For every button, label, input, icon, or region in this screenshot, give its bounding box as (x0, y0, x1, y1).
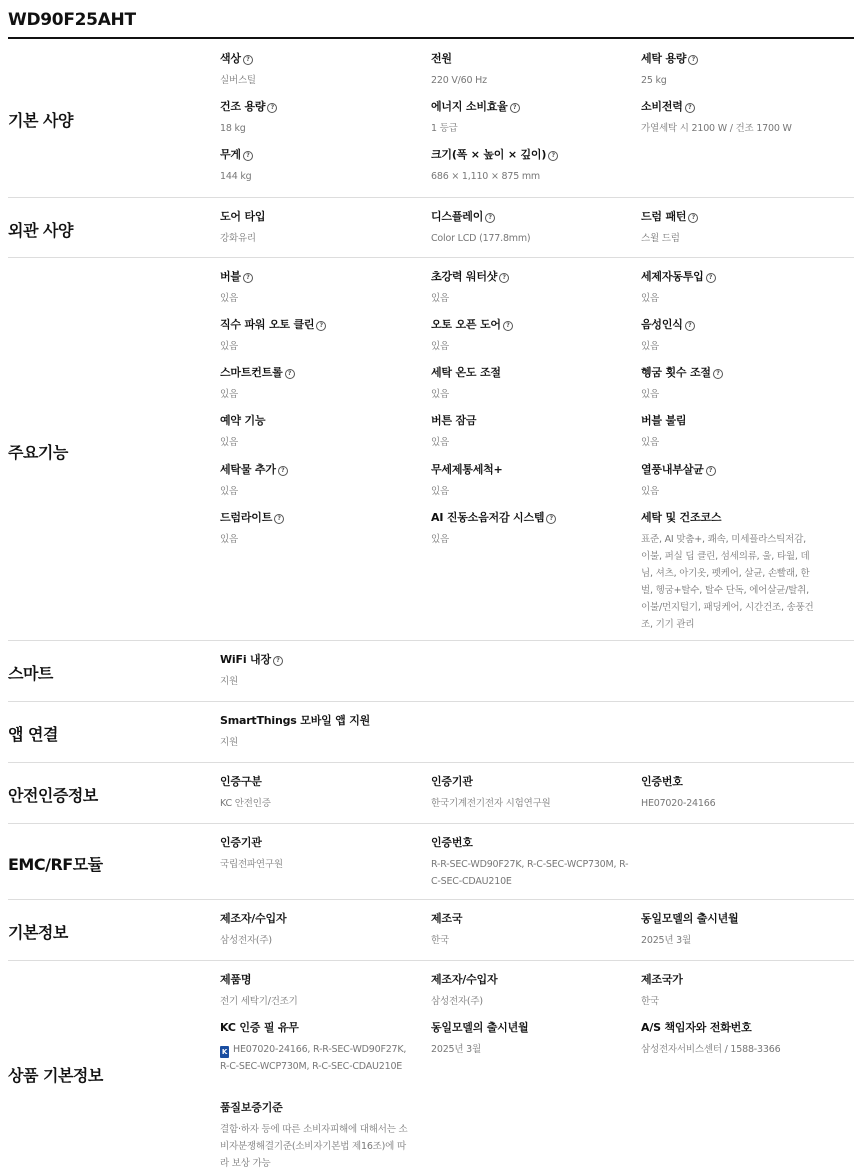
spec-label: WiFi 내장 (220, 653, 271, 666)
spec-label: 초강력 워터샷 (431, 270, 498, 283)
spec-value: 있음 (641, 389, 659, 400)
title-divider (8, 37, 854, 39)
spec-label: 제조자/수입자 (431, 973, 498, 986)
spec-value: 2025년 3월 (431, 1044, 481, 1055)
spec-item (431, 1021, 631, 1058)
spec-item (220, 775, 410, 812)
help-icon[interactable]: ? (546, 514, 556, 524)
spec-value: 가열세탁 시 2100 W / 건조 1700 W (641, 123, 792, 134)
spec-label: 인증번호 (641, 775, 683, 788)
spec-value: 있음 (431, 293, 449, 304)
section-safety-cert (8, 763, 854, 824)
spec-item (641, 318, 816, 355)
spec-value: Color LCD (177.8mm) (431, 233, 531, 244)
spec-value: 18 kg (220, 123, 246, 134)
spec-value: HE07020-24166 (641, 798, 716, 809)
spec-label: 품질보증기준 (220, 1101, 283, 1114)
spec-item (431, 318, 631, 355)
help-icon[interactable]: ? (688, 55, 698, 65)
spec-item (641, 100, 816, 137)
spec-item (220, 100, 410, 137)
spec-label: 동일모델의 출시년월 (641, 912, 739, 925)
section-title: 앱 연결 (8, 725, 58, 744)
section-basic-spec (8, 40, 854, 198)
section-emc-rf (8, 824, 854, 900)
spec-item (220, 270, 410, 307)
spec-label: SmartThings 모바일 앱 지원 (220, 714, 371, 727)
spec-label: 인증번호 (431, 836, 473, 849)
spec-item (220, 1021, 410, 1075)
spec-value: 있음 (431, 486, 449, 497)
spec-value: 한국기계전기전자 시험연구원 (431, 798, 551, 809)
spec-value: 686 × 1,110 × 875 mm (431, 171, 540, 182)
spec-label: 세탁 온도 조절 (431, 366, 501, 379)
spec-value: 표준, AI 맞춤+, 쾌속, 미세플라스틱저감, 이불, 퍼실 딥 클린, 섬세의류, 울, 타월, 데님, 셔츠, 아기옷, 펫케어, 살균, 손빨래, 한 벌, 헹굼+탈수, 탈수 단독, 에어살균/탈취, 이불/먼지털기, 패딩케어, 시간건조, 송풍건조, 기기 관리 (641, 534, 814, 630)
section-title: 상품 기본정보 (8, 1066, 103, 1085)
spec-value: 25 kg (641, 75, 667, 86)
spec-value: 있음 (220, 534, 238, 545)
spec-item (431, 463, 631, 500)
help-icon[interactable]: ? (316, 321, 326, 331)
spec-item (431, 511, 631, 548)
section-title: 기본정보 (8, 923, 68, 942)
spec-value: 1 등급 (431, 123, 458, 134)
spec-value: 있음 (641, 437, 659, 448)
spec-item (431, 973, 631, 1010)
spec-value: 지원 (220, 737, 238, 748)
spec-item (431, 414, 631, 451)
help-icon[interactable]: ? (485, 213, 495, 223)
spec-item (431, 775, 631, 812)
spec-label: 오토 오픈 도어 (431, 318, 501, 331)
help-icon[interactable]: ? (688, 213, 698, 223)
spec-label: 제조자/수입자 (220, 912, 287, 925)
spec-item (641, 210, 816, 247)
spec-item (641, 775, 816, 812)
help-icon[interactable]: ? (685, 103, 695, 113)
spec-label: 인증기관 (220, 836, 262, 849)
spec-item (431, 270, 631, 307)
spec-label: 헹굼 횟수 조절 (641, 366, 711, 379)
spec-label: 세탁 및 건조코스 (641, 511, 722, 524)
spec-value: 결함·하자 등에 따른 소비자피해에 대해서는 소비자분쟁해결기준(소비자기본법 제16조)에 따라 보상 가능 (220, 1124, 408, 1169)
spec-label: 인증기관 (431, 775, 473, 788)
spec-value: 전기 세탁기/건조기 (220, 996, 298, 1007)
spec-value: 있음 (220, 437, 238, 448)
spec-label: 소비전력 (641, 100, 683, 113)
spec-label: 세제자동투입 (641, 270, 704, 283)
spec-label: 음성인식 (641, 318, 683, 331)
spec-value: 있음 (431, 534, 449, 545)
spec-value: 있음 (431, 341, 449, 352)
help-icon[interactable]: ? (274, 514, 284, 524)
help-icon[interactable]: ? (548, 151, 558, 161)
spec-value: 국립전파연구원 (220, 859, 283, 870)
spec-label: 예약 기능 (220, 414, 266, 427)
model-title: WD90F25AHT (8, 10, 136, 30)
spec-value: 강화유리 (220, 233, 256, 244)
spec-item (220, 973, 410, 1010)
spec-label: 제조국가 (641, 973, 683, 986)
section-product-info (8, 961, 854, 1176)
spec-value: 있음 (431, 389, 449, 400)
spec-item (431, 912, 631, 949)
help-icon[interactable]: ? (273, 656, 283, 666)
spec-value: 있음 (431, 437, 449, 448)
spec-value: 실버스틸 (220, 75, 256, 86)
spec-item (220, 366, 410, 403)
spec-value: 삼성전자서비스센터 / 1588-3366 (641, 1044, 781, 1055)
spec-label: 전원 (431, 52, 452, 65)
spec-item (431, 148, 631, 185)
help-icon[interactable]: ? (685, 321, 695, 331)
spec-label: 무게 (220, 148, 241, 161)
help-icon[interactable]: ? (278, 466, 288, 476)
spec-label: 버블 (220, 270, 241, 283)
spec-item (220, 511, 410, 548)
spec-value: 삼성전자(주) (220, 935, 272, 946)
spec-value: 한국 (641, 996, 659, 1007)
spec-item (220, 912, 410, 949)
spec-label: 크기(폭 × 높이 × 깊이) (431, 148, 547, 161)
spec-label: 에너지 소비효율 (431, 100, 508, 113)
help-icon[interactable]: ? (243, 55, 253, 65)
spec-label: 드럼라이트 (220, 511, 273, 524)
spec-label: 색상 (220, 52, 241, 65)
spec-value: 지원 (220, 676, 238, 687)
spec-label: 제조국 (431, 912, 463, 925)
section-title: 외관 사양 (8, 221, 73, 240)
help-icon[interactable]: ? (706, 466, 716, 476)
spec-value: 있음 (641, 293, 659, 304)
help-icon[interactable]: ? (706, 273, 716, 283)
spec-label: A/S 책임자와 전화번호 (641, 1021, 752, 1034)
spec-item (431, 52, 631, 89)
spec-value: 2025년 3월 (641, 935, 691, 946)
spec-item (431, 836, 631, 890)
spec-label: 스마트컨트롤 (220, 366, 283, 379)
spec-item (431, 210, 631, 247)
spec-item (641, 511, 816, 633)
spec-item (220, 318, 410, 355)
spec-item (220, 836, 410, 873)
spec-item (220, 1101, 410, 1172)
spec-label: 건조 용량 (220, 100, 266, 113)
spec-item (220, 653, 410, 690)
spec-label: 무세제통세척+ (431, 463, 503, 476)
spec-item (431, 100, 631, 137)
help-icon[interactable]: ? (510, 103, 520, 113)
spec-value: 한국 (431, 935, 449, 946)
spec-item (641, 1021, 816, 1058)
section-title: 안전인증정보 (8, 786, 98, 805)
spec-value: 있음 (220, 341, 238, 352)
spec-item (220, 210, 410, 247)
spec-value: 있음 (220, 389, 238, 400)
spec-label: 동일모델의 출시년월 (431, 1021, 529, 1034)
help-icon[interactable]: ? (713, 369, 723, 379)
spec-item (641, 270, 816, 307)
spec-item (641, 912, 816, 949)
spec-label: 세탁물 추가 (220, 463, 276, 476)
spec-label: 인증구분 (220, 775, 262, 788)
spec-label: 제품명 (220, 973, 252, 986)
spec-item (641, 52, 816, 89)
help-icon[interactable]: ? (243, 151, 253, 161)
help-icon[interactable]: ? (285, 369, 295, 379)
section-app-connect (8, 702, 854, 763)
spec-value: 있음 (641, 486, 659, 497)
spec-item (641, 414, 816, 451)
spec-item (220, 414, 410, 451)
spec-item (220, 52, 410, 89)
spec-value: 있음 (641, 341, 659, 352)
spec-item (641, 366, 816, 403)
spec-value: R-R-SEC-WD90F27K, R-C-SEC-WCP730M, R-C-SEC-CDAU210E (431, 859, 629, 887)
section-exterior-spec (8, 198, 854, 258)
spec-value: 삼성전자(주) (431, 996, 483, 1007)
kc-mark-icon: K (221, 1048, 228, 1056)
spec-label: 드럼 패턴 (641, 210, 687, 223)
spec-label: 열풍내부살균 (641, 463, 704, 476)
spec-value: 220 V/60 Hz (431, 75, 487, 86)
spec-label: 직수 파워 오토 클린 (220, 318, 315, 331)
section-title: 스마트 (8, 664, 53, 683)
section-smart (8, 641, 854, 702)
spec-value: HE07020-24166, R-R-SEC-WD90F27K, R-C-SEC-WCP730M, R-C-SEC-CDAU210E (220, 1044, 407, 1072)
help-icon[interactable]: ? (503, 321, 513, 331)
section-basic-info (8, 900, 854, 961)
spec-label: 세탁 용량 (641, 52, 687, 65)
spec-item (431, 366, 631, 403)
spec-value: 스윌 드럼 (641, 233, 680, 244)
help-icon[interactable]: ? (499, 273, 509, 283)
spec-label: 도어 타입 (220, 210, 266, 223)
spec-label: AI 진동소음저감 시스템 (431, 511, 545, 524)
help-icon[interactable]: ? (243, 273, 253, 283)
spec-value: 144 kg (220, 171, 252, 182)
section-key-features (8, 258, 854, 641)
spec-item (220, 463, 410, 500)
spec-item (641, 973, 816, 1010)
section-title: EMC/RF모듈 (8, 855, 103, 874)
spec-value: KC 안전인증 (220, 798, 271, 809)
spec-label: 디스플레이 (431, 210, 484, 223)
spec-item (641, 463, 816, 500)
spec-label: KC 인증 필 유무 (220, 1021, 299, 1034)
spec-value: 있음 (220, 486, 238, 497)
spec-value: 있음 (220, 293, 238, 304)
section-title: 주요기능 (8, 443, 68, 462)
spec-item (220, 714, 410, 751)
spec-label: 버블 불림 (641, 414, 687, 427)
spec-label: 버튼 잠금 (431, 414, 477, 427)
section-title: 기본 사양 (8, 111, 73, 130)
help-icon[interactable]: ? (267, 103, 277, 113)
spec-item (220, 148, 410, 185)
